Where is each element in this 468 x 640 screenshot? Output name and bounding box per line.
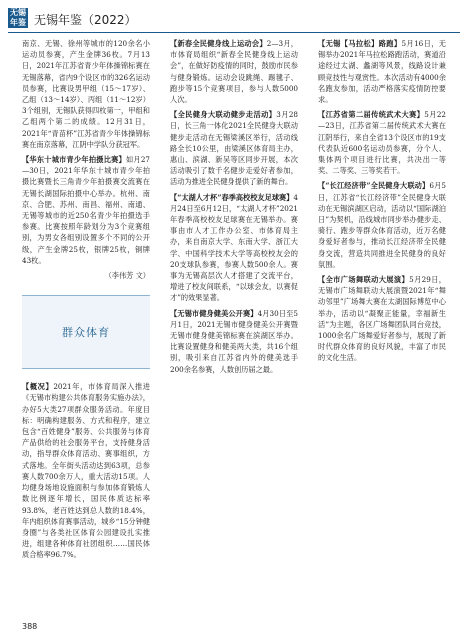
entry-body: 4月30日至5月1日，2021无锡市健身健美公开赛暨无锡市健身健美锦标赛在滨湖区举办。比赛设置健身和健美两大类，共16个组别，吸引来自江苏省内外的健美选手200余名参赛，人数创历届之最。: [170, 308, 298, 374]
book-title: 无锡年鉴（2022）: [34, 13, 137, 27]
paragraph: [22, 381, 150, 560]
entry-body: 4月24日至6月12日，“太湖人才杯”2021年春季高校校友足球赛在无锡举办。赛事由市人才工作办公室、市体育局主办，来自南京大学、东南大学、浙江大学、中国科学技术大学等高校校友会的20支球队参赛，参赛人数500余人。赛事为无锡高层次人才搭建了交流平台，增进了校友间联系，“以球会友，以赛促才”的效果显著。: [170, 192, 298, 303]
entry-title: 【概况】: [22, 382, 54, 392]
paragraph: [170, 109, 298, 187]
column-left: [22, 38, 150, 565]
entry-body: 5月29日，无锡市广场舞联动大展演暨2021年“舞动邻里”广场舞大赛在太湖国际博览中心举办，活动以“凝聚正能量，幸福新生活”为主题，各区广场舞团队同台竞技，1000余名广场舞爱好者参与，展现了新时代群众体育的良好风貌，丰富了市民的文化生活。: [318, 275, 446, 363]
entry-body: 5月16日，无锡举办2021年马拉松路跑活动，赛道沿途经过太湖、蠡湖等风景，线路设计兼顾竞技性与观赏性。本次活动有4000余名跑友参加，活动严格落实疫情防控要求。: [318, 39, 446, 105]
paragraph: 南京、无锡、徐州等城市的120余名小运动员参赛，产生金牌36枚。7月13日，2021年江苏省青少年体操锦标赛在无锡落幕，省内9个设区市的326名运动员参赛，比赛设男甲组（15～17岁）、乙组（13～14岁）、丙组（11～12岁）3个组别，无锡队获得四枚第一，甲组和乙组两个第二的成绩。12月31日，2021年“青苗杯”江苏省青少年体操锦标赛在南京落幕，江阴中学队分获冠军。: [22, 39, 150, 149]
entry-title: 【全民健身大联动健步走活动】: [170, 110, 277, 120]
paragraph: [318, 180, 446, 270]
paragraph: [318, 109, 446, 176]
yearbook-logo: 无锡年鉴: [10, 8, 26, 27]
column-right: [318, 38, 446, 368]
entry-title: 【全市广场舞联动大展演】: [318, 275, 410, 285]
entry-body: 2021年，市体育局深入推进《无锡市构建公共体育服务实施办法》，办好5大类27项群众服务活动。年度目标：明确构建服务、方式和程序，建立包含“百姓健身”服务、公共服务与体育产品供给的社会服务平台，支持健身活动，指导群众体育活动、赛事组织，方式落地。全年街头活动达到63项，总参赛人数700余万人，重大活动15项。人均健身场地设施面积与参加体育锻炼人数比例逐年增长，国民体质达标率93.8%，老百姓达到总人数的18.4%，年内组织体育赛事活动，城乡“15分钟健身圈”与各类社区体育公园建设扎实推进，组建各种体育社团组织……国民体质合格率96.7%。: [22, 382, 150, 560]
entry-body: 3月28日，长三角一体化2021全民健身大联动健步走活动在无锡梁溪区举行，活动线路全长10公里，由梁溪区体育局主办，惠山、滨湖、新吴等区同步开展，本次活动吸引了数千名健步走爱好者参加，活动为推进全民健身提供了新的舞台。: [170, 110, 298, 187]
page-header: [0, 0, 468, 32]
entry-title: 【新春全民健身线上运动会】: [170, 39, 267, 48]
paragraph: [22, 154, 150, 266]
entry-body: 2—3月，市体育局组织“新春全民健身线上运动会”，在做好防疫情的同时，鼓励市民参与健身锻炼。运动会设跳绳、踢毽子、跑步等15个竞赛项目，参与人数5000人次。: [170, 39, 298, 105]
column-middle: [170, 38, 298, 379]
entry-title: 【无锡【马拉松】路跑】: [318, 39, 402, 48]
paragraph: [318, 274, 446, 364]
section-title: 群众体育: [62, 325, 110, 339]
entry-body: 6月5日，江苏省“长江经济带”全民健身大联动在无锡滨湖区启动，活动以“国际湖泊日”为契机，沿线城市同步举办健步走、骑行、跑步等群众体育活动，近万名健身爱好者参与，推动长江经济带全民健身交流，营造共同推进全民健身的良好氛围。: [318, 181, 446, 269]
entry-title: 【华东十城市青少年拍摄比赛】: [22, 155, 126, 165]
author-signature: （李伟芳 文）: [104, 271, 150, 281]
page-number: 388: [22, 622, 38, 631]
section-heading-box: [22, 295, 150, 369]
entry-title: 【“长江经济带”全民健身大联动】: [318, 181, 430, 191]
paragraph: [170, 38, 298, 105]
entry-title: 【无锡市健身健美公开赛】: [170, 308, 258, 318]
entry-title: 【江苏省第二届传统武术大赛】: [318, 110, 425, 120]
header-divider: [8, 32, 460, 33]
entry-title: 【“太湖人才杯”春季高校校友足球赛】: [170, 192, 294, 202]
entry-body: 5月22—23日，江苏省第二届传统武术大赛在江阴举行，来自全省13个设区市的19支代表队近600名运动员参赛，分个人、集体两个项目进行比赛，共决出一等奖、二等奖、三等奖若干。: [318, 110, 446, 176]
paragraph: [318, 38, 446, 105]
paragraph: [170, 308, 298, 375]
entry-body: 如月27—30日，2021年华东十城市青少年拍摄比赛暨长三角青少年拍摄赛交流赛在无锡长湖国际拍摄中心举办。杭州、南京、合肥、苏州、南昌、福州、南通、无锡等城市的近250名青少年拍摄选手参赛。比赛按照年龄划分为3个竞赛组别，为男女各组别设置多个不同的公开级，产生金牌25枚，银牌25枚，铜牌43枚。: [22, 155, 150, 265]
paragraph: [170, 192, 298, 304]
